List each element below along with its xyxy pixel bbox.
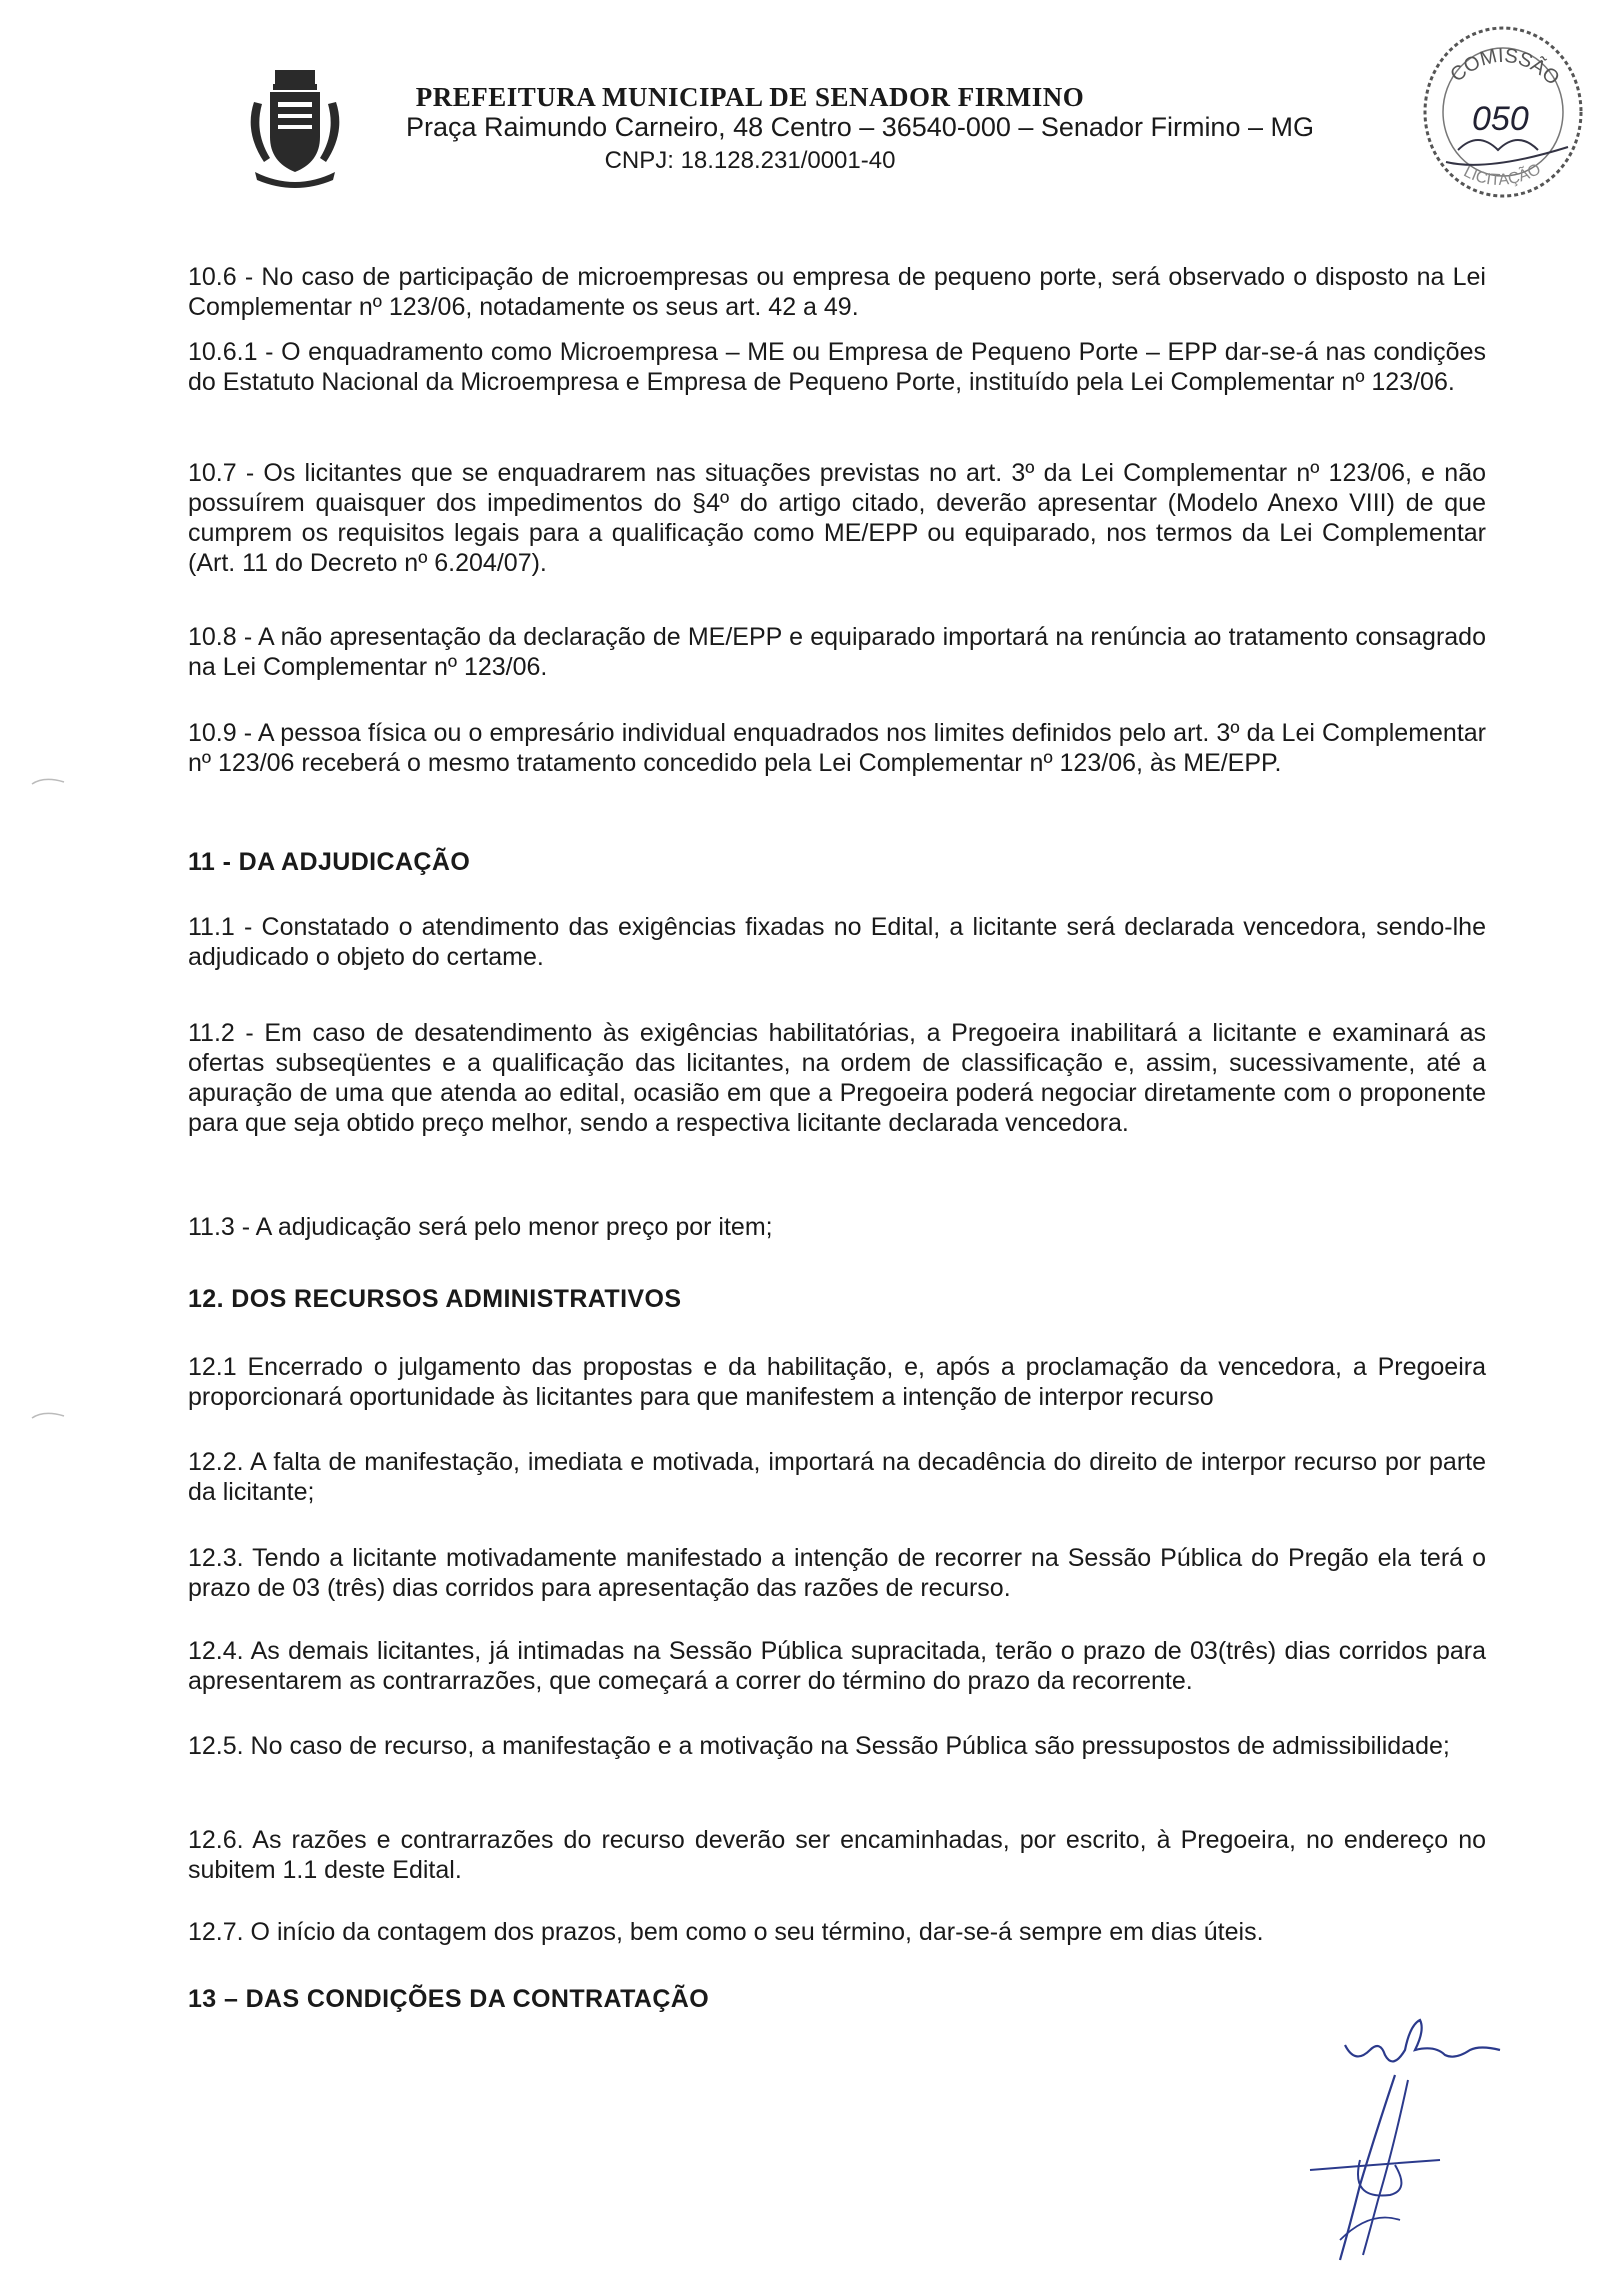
paragraph-10-6-1 (188, 337, 1486, 397)
section-heading-12: 12. DOS RECURSOS ADMINISTRATIVOS (188, 1285, 682, 1313)
paragraph-text: 11.2 - Em caso de desatendimento às exigências habilitatórias, a Pregoeira inabilitará a licitante e examinará as ofertas subseqüentes e a qualificação das licitantes, na ordem de classificação e, assim, sucessivamente, até a apuração de uma que atenda ao edital, ocasião em que a Pregoeira poderá negociar diretamente com o proponente para que seja obtido preço melhor, sendo a respectiva licitante declarada vencedora. (188, 1019, 1486, 1137)
paragraph-text: 11.3 - A adjudicação será pelo menor preço por item; (188, 1213, 773, 1241)
paragraph-10-7 (188, 458, 1486, 578)
paragraph-text: 10.9 - A pessoa física ou o empresário individual enquadrados nos limites definidos pelo art. 3º da Lei Complementar nº 123/06 receberá o mesmo tratamento concedido pela Lei Complementar nº 123/06, às ME/EPP. (188, 719, 1486, 777)
svg-text:COMISSÃO: COMISSÃO (1446, 44, 1564, 90)
section-heading-11: 11 - DA ADJUDICAÇÃO (188, 848, 471, 876)
svg-text:LICITAÇÃO: LICITAÇÃO (1460, 160, 1544, 190)
paragraph-10-6 (188, 262, 1486, 322)
paragraph-text: 12.1 Encerrado o julgamento das propostas e da habilitação, e, após a proclamação da vencedora, a Pregoeira proporcionará oportunidade às licitantes para que manifestem a intenção de interpor recurso (188, 1353, 1486, 1411)
paragraph-12-2 (188, 1447, 1486, 1507)
paragraph-text: 10.6.1 - O enquadramento como Microempresa – ME ou Empresa de Pequeno Porte – EPP dar-se-á nas condições do Estatuto Nacional da Microempresa e Empresa de Pequeno Porte, instituído pela Lei Complementar nº 123/06. (188, 338, 1486, 396)
paragraph-11-3 (188, 1212, 1486, 1242)
paragraph-11-1 (188, 912, 1486, 972)
paragraph-12-1 (188, 1352, 1486, 1412)
header-address: Praça Raimundo Carneiro, 48 Centro – 36540-000 – Senador Firmino – MG (406, 112, 1314, 142)
signature-initials-icon (1340, 2000, 1520, 2080)
paragraph-text: 10.7 - Os licitantes que se enquadrarem nas situações previstas no art. 3º da Lei Complementar nº 123/06, e não possuírem quaisquer dos impedimentos do §4º do artigo citado, deverão apresentar (Modelo Anexo VIII) de que cumprem os requisitos legais para a qualificação como ME/EPP ou equiparado, nos termos da Lei Complementar (Art. 11 do Decreto nº 6.204/07). (188, 459, 1486, 577)
paragraph-text: 12.6. As razões e contrarrazões do recurso deverão ser encaminhadas, por escrito, à Pregoeira, no endereço no subitem 1.1 deste Edital. (188, 1826, 1486, 1884)
municipal-coat-of-arms-icon (240, 62, 350, 192)
paragraph-text: 12.2. A falta de manifestação, imediata e motivada, importará na decadência do direito de interpor recurso por parte da licitante; (188, 1448, 1486, 1506)
paragraph-12-3 (188, 1543, 1486, 1603)
paragraph-text: 10.6 - No caso de participação de microempresas ou empresa de pequeno porte, será observado o disposto na Lei Complementar nº 123/06, notadamente os seus art. 42 a 49. (188, 263, 1486, 321)
paragraph-text: 12.3. Tendo a licitante motivadamente manifestado a intenção de recorrer na Sessão Pública do Pregão ela terá o prazo de 03 (três) dias corridos para apresentação das razões de recurso. (188, 1544, 1486, 1602)
section-heading-13: 13 – DAS CONDIÇÕES DA CONTRATAÇÃO (188, 1985, 710, 2013)
paragraph-text: 12.7. O início da contagem dos prazos, bem como o seu término, dar-se-á sempre em dias úteis. (188, 1918, 1264, 1946)
paragraph-11-2 (188, 1018, 1486, 1138)
margin-mark-icon (30, 1410, 68, 1420)
page-title: PREFEITURA MUNICIPAL DE SENADOR FIRMINO (415, 82, 1085, 112)
commission-stamp-icon (1418, 22, 1588, 202)
paragraph-text: 10.8 - A não apresentação da declaração de ME/EPP e equiparado importará na renúncia ao tratamento consagrado na Lei Complementar nº 123/06. (188, 623, 1486, 681)
signature-icon (1300, 2070, 1450, 2265)
paragraph-10-9 (188, 718, 1486, 778)
paragraph-text: 12.5. No caso de recurso, a manifestação e a motivação na Sessão Pública são pressupostos de admissibilidade; (188, 1732, 1450, 1760)
paragraph-12-7 (188, 1917, 1486, 1947)
paragraph-12-6 (188, 1825, 1486, 1885)
header-cnpj: CNPJ: 18.128.231/0001-40 (604, 147, 896, 174)
margin-mark-icon (30, 776, 68, 786)
paragraph-12-5 (188, 1731, 1486, 1761)
paragraph-text: 12.4. As demais licitantes, já intimadas na Sessão Pública supracitada, terão o prazo de 03(três) dias corridos para apresentarem as contrarrazões, que começará a correr do término do prazo da recorrente. (188, 1637, 1486, 1695)
svg-text:050: 050 (1472, 100, 1529, 138)
paragraph-12-4 (188, 1636, 1486, 1696)
paragraph-text: 11.1 - Constatado o atendimento das exigências fixadas no Edital, a licitante será declarada vencedora, sendo-lhe adjudicado o objeto do certame. (188, 913, 1486, 971)
paragraph-10-8 (188, 622, 1486, 682)
